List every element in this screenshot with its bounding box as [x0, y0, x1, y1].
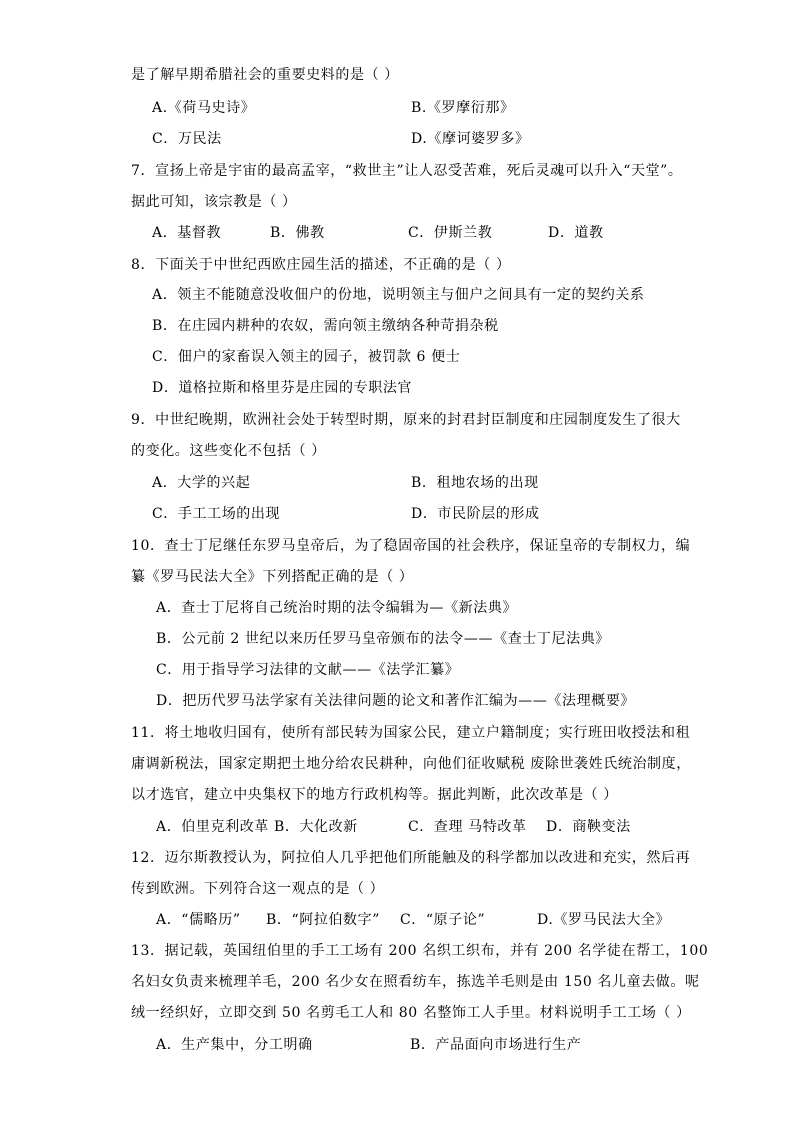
- q11-stem-line3: 以才选官，建立中央集权下的地方行政机构等。据此判断，此次改革是（ ）: [131, 787, 618, 803]
- q13-stem-line1: 13．据记载，英国纽伯里的手工工场有 200 名织工织布，并有 200 名学徒在帮工，100: [131, 943, 709, 959]
- q9-option-b: B．租地农场的出现: [411, 475, 539, 491]
- q13-option-b: B．产品面向市场进行生产: [410, 1037, 582, 1053]
- q9-option-d: D．市民阶层的形成: [411, 506, 540, 522]
- q13-option-a: A．生产集中，分工明确: [156, 1037, 313, 1053]
- q12-option-d: D.《罗马民法大全》: [537, 912, 671, 928]
- q7-option-d: D．道教: [548, 225, 604, 241]
- q10-stem-line2: 纂《罗马民法大全》下列搭配正确的是（ ）: [131, 569, 414, 585]
- q6-option-b: B.《罗摩衍那》: [411, 100, 515, 116]
- q7-option-b: B．佛教: [270, 225, 325, 241]
- q9-option-c: C．手工工场的出现: [152, 506, 281, 522]
- q13-stem-line3: 绒一经织好，立即交到 50 名剪毛工人和 80 名整饰工人手里。材料说明手工工场（ ）: [131, 1005, 691, 1021]
- q10-option-c: C．用于指导学习法律的文献——《法学汇纂》: [156, 662, 460, 678]
- q12-option-a: A．“儒略历”: [156, 912, 241, 928]
- q11-option-d: D．商鞅变法: [546, 819, 631, 835]
- q12-option-c: C．“原子论”: [400, 912, 486, 928]
- q11-stem-line2: 庸调新税法，国家定期把土地分给农民耕种，向他们征收赋税 废除世袭姓氏统治制度，: [131, 756, 691, 772]
- q11-option-ab: A．伯里克利改革 B．大化改新: [156, 819, 358, 835]
- q11-stem-line1: 11．将土地收归国有，使所有部民转为国家公民，建立户籍制度；实行班田收授法和租: [131, 725, 691, 741]
- q9-option-a: A．大学的兴起: [152, 475, 251, 491]
- q9-stem-line1: 9．中世纪晚期，欧洲社会处于转型时期，原来的封君封臣制度和庄园制度发生了很大: [131, 412, 681, 428]
- q10-stem-line1: 10．查士丁尼继任东罗马皇帝后，为了稳固帝国的社会秩序，保证皇帝的专制权力，编: [131, 538, 691, 554]
- q11-option-c: C．查理 马特改革: [408, 819, 527, 835]
- q8-option-d: D．道格拉斯和格里芬是庄园的专职法官: [152, 380, 413, 396]
- q6-option-d: D.《摩诃婆罗多》: [411, 131, 530, 147]
- q6-option-c: C．万民法: [152, 131, 222, 147]
- q12-stem-line1: 12．迈尔斯教授认为，阿拉伯人几乎把他们所能触及的科学都加以改进和充实，然后再: [131, 850, 691, 866]
- q7-option-a: A．基督教: [152, 225, 222, 241]
- q7-stem-line1: 7．宣扬上帝是宇宙的最高孟宰，“救世主”让人忍受苦难，死后灵魂可以升入“天堂”。: [131, 163, 683, 179]
- q9-stem-line2: 的变化。这些变化不包括（ ）: [131, 443, 326, 459]
- q8-stem: 8．下面关于中世纪西欧庄园生活的描述，不正确的是（ ）: [131, 257, 511, 273]
- q8-option-a: A．领主不能随意没收佃户的份地，说明领主与佃户之间具有一定的契约关系: [152, 287, 645, 303]
- q12-stem-line2: 传到欧洲。下列符合这一观点的是（ ）: [131, 881, 385, 897]
- q7-stem-line2: 据此可知，该宗教是（ ）: [131, 194, 297, 210]
- q10-option-a: A．查士丁尼将自己统治时期的法令编辑为—《新法典》: [156, 600, 518, 616]
- q8-option-b: B．在庄园内耕种的农奴，需向领主缴纳各种苛捐杂税: [152, 318, 499, 334]
- q7-option-c: C．伊斯兰教: [408, 225, 493, 241]
- q12-option-b: B．“阿拉伯数字”: [266, 912, 381, 928]
- q8-option-c: C．佃户的家畜误入领主的园子，被罚款 6 便士: [152, 349, 461, 365]
- q6-stem-continued: 是了解早期希腊社会的重要史料的是（ ）: [131, 67, 399, 83]
- q10-option-d: D．把历代罗马法学家有关法律问题的论文和著作汇编为——《法理概要》: [156, 693, 636, 709]
- q10-option-b: B．公元前 2 世纪以来历任罗马皇帝颁布的法令——《查士丁尼法典》: [156, 631, 610, 647]
- q6-option-a: A.《荷马史诗》: [152, 100, 256, 116]
- q13-stem-line2: 名妇女负责来梳理羊毛，200 名少女在照看纺车，拣选羊毛则是由 150 名儿童去做。呢: [131, 974, 700, 990]
